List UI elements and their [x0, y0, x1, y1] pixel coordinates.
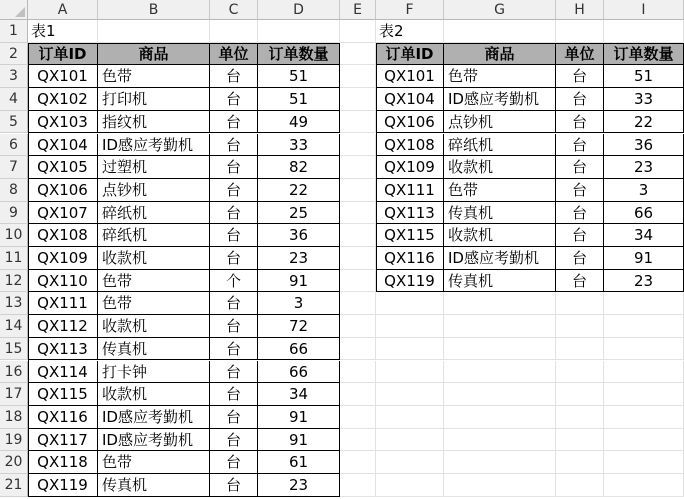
column-header-c[interactable]: C [210, 0, 258, 20]
table1-cell[interactable]: 台 [210, 338, 258, 361]
grid-cell[interactable] [376, 451, 444, 474]
table1-cell[interactable]: QX114 [28, 361, 98, 384]
table1-cell[interactable]: 台 [210, 111, 258, 134]
table2-cell[interactable]: 台 [556, 270, 604, 293]
grid-cell[interactable] [444, 361, 556, 384]
grid-cell[interactable] [340, 134, 376, 157]
table1-cell[interactable]: 台 [210, 65, 258, 88]
row-header-5[interactable]: 5 [0, 111, 28, 134]
table2-cell[interactable]: 台 [556, 179, 604, 202]
table2-cell[interactable]: QX106 [376, 111, 444, 134]
table2-cell[interactable]: 台 [556, 247, 604, 270]
table2-cell[interactable]: 收款机 [444, 156, 556, 179]
table1-cell[interactable]: ID感应考勤机 [98, 429, 210, 452]
table1-cell[interactable]: 台 [210, 202, 258, 225]
table1-cell[interactable]: 23 [258, 474, 340, 497]
grid-cell[interactable] [376, 315, 444, 338]
table1-cell[interactable]: 23 [258, 247, 340, 270]
select-all-corner[interactable] [0, 0, 28, 20]
table1-title: 表1 [31, 22, 56, 40]
grid-cell[interactable] [556, 406, 604, 429]
table1-cell[interactable]: QX110 [28, 270, 98, 293]
grid-cell[interactable] [556, 338, 604, 361]
table2-cell[interactable]: 点钞机 [444, 111, 556, 134]
grid-cell[interactable] [604, 451, 684, 474]
table2-cell[interactable]: 色带 [444, 179, 556, 202]
grid-cell[interactable] [604, 429, 684, 452]
table1-cell[interactable]: 3 [258, 292, 340, 315]
grid-cell[interactable] [604, 361, 684, 384]
table2-cell[interactable]: 台 [556, 88, 604, 111]
table1-cell[interactable]: QX113 [28, 338, 98, 361]
table1-cell[interactable]: 台 [210, 429, 258, 452]
grid-cell[interactable] [340, 338, 376, 361]
table1-cell[interactable]: 36 [258, 224, 340, 247]
table1-cell[interactable]: 碎纸机 [98, 202, 210, 225]
table1-cell[interactable]: QX111 [28, 292, 98, 315]
grid-cell[interactable] [444, 429, 556, 452]
table1-cell[interactable]: 指纹机 [98, 111, 210, 134]
grid-cell[interactable] [556, 361, 604, 384]
table1-cell[interactable]: 台 [210, 361, 258, 384]
table2-header-cell[interactable]: 单位 [556, 43, 604, 66]
table1-cell[interactable]: 25 [258, 202, 340, 225]
column-header-f[interactable]: F [376, 0, 444, 20]
table2-cell[interactable]: 传真机 [444, 202, 556, 225]
grid-cell[interactable] [340, 224, 376, 247]
table1-cell[interactable]: 34 [258, 383, 340, 406]
table1-cell[interactable]: 色带 [98, 292, 210, 315]
column-header-b[interactable]: B [98, 0, 210, 20]
column-header-d[interactable]: D [258, 0, 340, 20]
grid-cell[interactable] [376, 383, 444, 406]
table2-cell[interactable]: 34 [604, 224, 684, 247]
table1-cell[interactable]: QX105 [28, 156, 98, 179]
table2-cell[interactable]: QX108 [376, 134, 444, 157]
table2-cell[interactable]: 23 [604, 156, 684, 179]
table1-cell[interactable]: 点钞机 [98, 179, 210, 202]
grid-cell[interactable] [340, 88, 376, 111]
grid-cell[interactable] [604, 292, 684, 315]
table1-cell[interactable]: 82 [258, 156, 340, 179]
grid-cell[interactable] [444, 315, 556, 338]
grid-cell[interactable] [340, 383, 376, 406]
grid-cell[interactable] [340, 315, 376, 338]
table1-cell[interactable]: 51 [258, 88, 340, 111]
grid-cell[interactable] [210, 20, 258, 43]
table1-cell[interactable]: QX117 [28, 429, 98, 452]
table1-header-cell[interactable]: 订单数量 [258, 43, 340, 66]
grid-cell[interactable] [340, 43, 376, 66]
grid-cell[interactable] [556, 383, 604, 406]
grid-cell[interactable] [604, 383, 684, 406]
row-header-19[interactable]: 19 [0, 429, 28, 452]
row-header-13[interactable]: 13 [0, 292, 28, 315]
table2-cell[interactable]: QX101 [376, 65, 444, 88]
table1-cell[interactable]: 台 [210, 474, 258, 497]
table1-cell[interactable]: QX118 [28, 451, 98, 474]
table2-cell[interactable]: 22 [604, 111, 684, 134]
table1-cell[interactable]: QX116 [28, 406, 98, 429]
table1-cell[interactable]: QX112 [28, 315, 98, 338]
table1-header-cell[interactable]: 订单ID [28, 43, 98, 66]
grid-cell[interactable] [340, 65, 376, 88]
table1-cell[interactable]: QX119 [28, 474, 98, 497]
row-header-20[interactable]: 20 [0, 451, 28, 474]
table1-cell[interactable]: QX103 [28, 111, 98, 134]
table1-cell[interactable]: QX108 [28, 224, 98, 247]
grid-cell[interactable] [604, 474, 684, 497]
table1-cell[interactable]: 色带 [98, 451, 210, 474]
row-header-14[interactable]: 14 [0, 315, 28, 338]
grid-cell[interactable] [444, 406, 556, 429]
grid-cell[interactable] [340, 292, 376, 315]
grid-cell[interactable] [556, 20, 604, 43]
table1-cell[interactable]: 台 [210, 315, 258, 338]
grid-cell[interactable] [556, 451, 604, 474]
table1-cell[interactable]: 碎纸机 [98, 224, 210, 247]
grid-cell[interactable] [376, 292, 444, 315]
table1-cell[interactable]: QX109 [28, 247, 98, 270]
table2-cell[interactable]: QX104 [376, 88, 444, 111]
table1-cell[interactable]: 打卡钟 [98, 361, 210, 384]
grid-cell[interactable] [340, 247, 376, 270]
row-header-17[interactable]: 17 [0, 383, 28, 406]
table1-cell[interactable]: 22 [258, 179, 340, 202]
grid-cell[interactable] [258, 20, 340, 43]
table2-cell[interactable]: 碎纸机 [444, 134, 556, 157]
table1-cell[interactable]: QX104 [28, 134, 98, 157]
grid-cell[interactable] [98, 20, 210, 43]
table1-cell[interactable]: 色带 [98, 270, 210, 293]
grid-cell[interactable] [556, 315, 604, 338]
table2-cell[interactable]: 传真机 [444, 270, 556, 293]
table1-cell[interactable]: 72 [258, 315, 340, 338]
row-header-1[interactable]: 1 [0, 20, 28, 43]
table2-cell[interactable]: QX115 [376, 224, 444, 247]
table2-cell[interactable]: QX113 [376, 202, 444, 225]
grid-cell[interactable] [444, 20, 556, 43]
table2-cell[interactable]: QX119 [376, 270, 444, 293]
table1-cell[interactable]: 色带 [98, 65, 210, 88]
grid-cell[interactable] [376, 429, 444, 452]
table1-cell[interactable]: 66 [258, 338, 340, 361]
table2-cell[interactable]: 色带 [444, 65, 556, 88]
row-header-9[interactable]: 9 [0, 202, 28, 225]
table1-cell[interactable]: QX101 [28, 65, 98, 88]
row-header-16[interactable]: 16 [0, 361, 28, 384]
table2-cell[interactable]: 台 [556, 224, 604, 247]
table2-cell[interactable]: 台 [556, 156, 604, 179]
table2-cell[interactable]: 91 [604, 247, 684, 270]
table1-cell[interactable]: 台 [210, 451, 258, 474]
table1-cell[interactable]: 传真机 [98, 338, 210, 361]
row-header-15[interactable]: 15 [0, 338, 28, 361]
column-header-g[interactable]: G [444, 0, 556, 20]
table2-cell[interactable]: QX116 [376, 247, 444, 270]
column-header-e[interactable]: E [340, 0, 376, 20]
select-all-triangle-icon [15, 7, 25, 17]
table1-cell[interactable]: ID感应考勤机 [98, 134, 210, 157]
table2-cell[interactable]: 台 [556, 202, 604, 225]
table1-cell[interactable]: 打印机 [98, 88, 210, 111]
table1-cell[interactable]: 收款机 [98, 247, 210, 270]
grid-cell[interactable] [444, 451, 556, 474]
grid-cell[interactable] [444, 474, 556, 497]
grid-cell[interactable] [604, 406, 684, 429]
table2-cell[interactable]: 23 [604, 270, 684, 293]
table1-cell[interactable]: 台 [210, 134, 258, 157]
table1-cell[interactable]: 台 [210, 383, 258, 406]
row-header-6[interactable]: 6 [0, 134, 28, 157]
grid-cell[interactable] [376, 338, 444, 361]
row-header-18[interactable]: 18 [0, 406, 28, 429]
grid-cell[interactable] [444, 292, 556, 315]
table1-cell[interactable]: 收款机 [98, 383, 210, 406]
grid-cell[interactable] [444, 338, 556, 361]
column-header-a[interactable]: A [28, 0, 98, 20]
table1-cell[interactable]: 台 [210, 179, 258, 202]
table1-cell[interactable]: 49 [258, 111, 340, 134]
grid-cell[interactable] [340, 406, 376, 429]
table2-cell[interactable]: ID感应考勤机 [444, 88, 556, 111]
table1-cell[interactable]: QX102 [28, 88, 98, 111]
table1-cell[interactable]: 51 [258, 65, 340, 88]
table1-cell[interactable]: 91 [258, 429, 340, 452]
row-header-2[interactable]: 2 [0, 43, 28, 66]
table2-cell[interactable]: QX109 [376, 156, 444, 179]
grid-cell[interactable] [376, 406, 444, 429]
row-header-11[interactable]: 11 [0, 247, 28, 270]
column-header-i[interactable]: I [604, 0, 684, 20]
table2-cell[interactable]: 台 [556, 111, 604, 134]
grid-cell[interactable] [340, 179, 376, 202]
table1-cell[interactable]: 91 [258, 406, 340, 429]
table2-cell[interactable]: QX111 [376, 179, 444, 202]
table1-cell[interactable]: QX107 [28, 202, 98, 225]
row-header-12[interactable]: 12 [0, 270, 28, 293]
grid-cell[interactable] [340, 429, 376, 452]
table2-cell[interactable]: 台 [556, 65, 604, 88]
grid-cell[interactable] [556, 429, 604, 452]
grid-cell[interactable] [340, 202, 376, 225]
table1-cell[interactable]: 个 [210, 270, 258, 293]
table2-cell[interactable]: 36 [604, 134, 684, 157]
table1-cell[interactable]: QX106 [28, 179, 98, 202]
table1-cell[interactable]: 33 [258, 134, 340, 157]
table1-cell[interactable]: 台 [210, 406, 258, 429]
grid-cell[interactable] [340, 156, 376, 179]
row-header-7[interactable]: 7 [0, 156, 28, 179]
table1-cell[interactable]: ID感应考勤机 [98, 406, 210, 429]
row-header-8[interactable]: 8 [0, 179, 28, 202]
table1-cell[interactable]: 台 [210, 88, 258, 111]
grid-cell[interactable] [556, 292, 604, 315]
table1-cell[interactable]: 台 [210, 247, 258, 270]
grid-cell[interactable] [444, 383, 556, 406]
table1-cell[interactable]: QX115 [28, 383, 98, 406]
grid-cell[interactable] [340, 451, 376, 474]
table2-cell[interactable]: 51 [604, 65, 684, 88]
table1-cell[interactable]: 台 [210, 156, 258, 179]
grid-cell[interactable] [604, 338, 684, 361]
grid-cell[interactable] [340, 20, 376, 43]
row-header-3[interactable]: 3 [0, 65, 28, 88]
table2-cell[interactable]: 台 [556, 134, 604, 157]
grid-cell[interactable] [376, 361, 444, 384]
grid-cell[interactable] [604, 315, 684, 338]
row-header-10[interactable]: 10 [0, 224, 28, 247]
table2-title: 表2 [379, 22, 404, 40]
grid-cell[interactable] [340, 111, 376, 134]
grid-cell[interactable] [604, 20, 684, 43]
table1-cell[interactable]: 91 [258, 270, 340, 293]
grid-cell[interactable] [556, 474, 604, 497]
table1-header-cell[interactable]: 商品 [98, 43, 210, 66]
table2-header-cell[interactable]: 订单数量 [604, 43, 684, 66]
grid-cell[interactable] [376, 474, 444, 497]
row-header-4[interactable]: 4 [0, 88, 28, 111]
table2-cell[interactable]: 33 [604, 88, 684, 111]
table2-cell[interactable]: 66 [604, 202, 684, 225]
table1-cell[interactable]: 66 [258, 361, 340, 384]
table2-cell[interactable]: 收款机 [444, 224, 556, 247]
column-header-h[interactable]: H [556, 0, 604, 20]
table1-cell[interactable]: 台 [210, 224, 258, 247]
table2-header-cell[interactable]: 商品 [444, 43, 556, 66]
table1-header-cell[interactable]: 单位 [210, 43, 258, 66]
table2-cell[interactable]: 3 [604, 179, 684, 202]
table1-cell[interactable]: 过塑机 [98, 156, 210, 179]
table2-cell[interactable]: ID感应考勤机 [444, 247, 556, 270]
grid-cell[interactable] [340, 270, 376, 293]
table1-cell[interactable]: 收款机 [98, 315, 210, 338]
table2-header-cell[interactable]: 订单ID [376, 43, 444, 66]
row-header-21[interactable]: 21 [0, 474, 28, 497]
grid-cell[interactable] [340, 474, 376, 497]
grid-cell[interactable] [340, 361, 376, 384]
table1-cell[interactable]: 61 [258, 451, 340, 474]
table1-cell[interactable]: 台 [210, 292, 258, 315]
table1-cell[interactable]: 传真机 [98, 474, 210, 497]
